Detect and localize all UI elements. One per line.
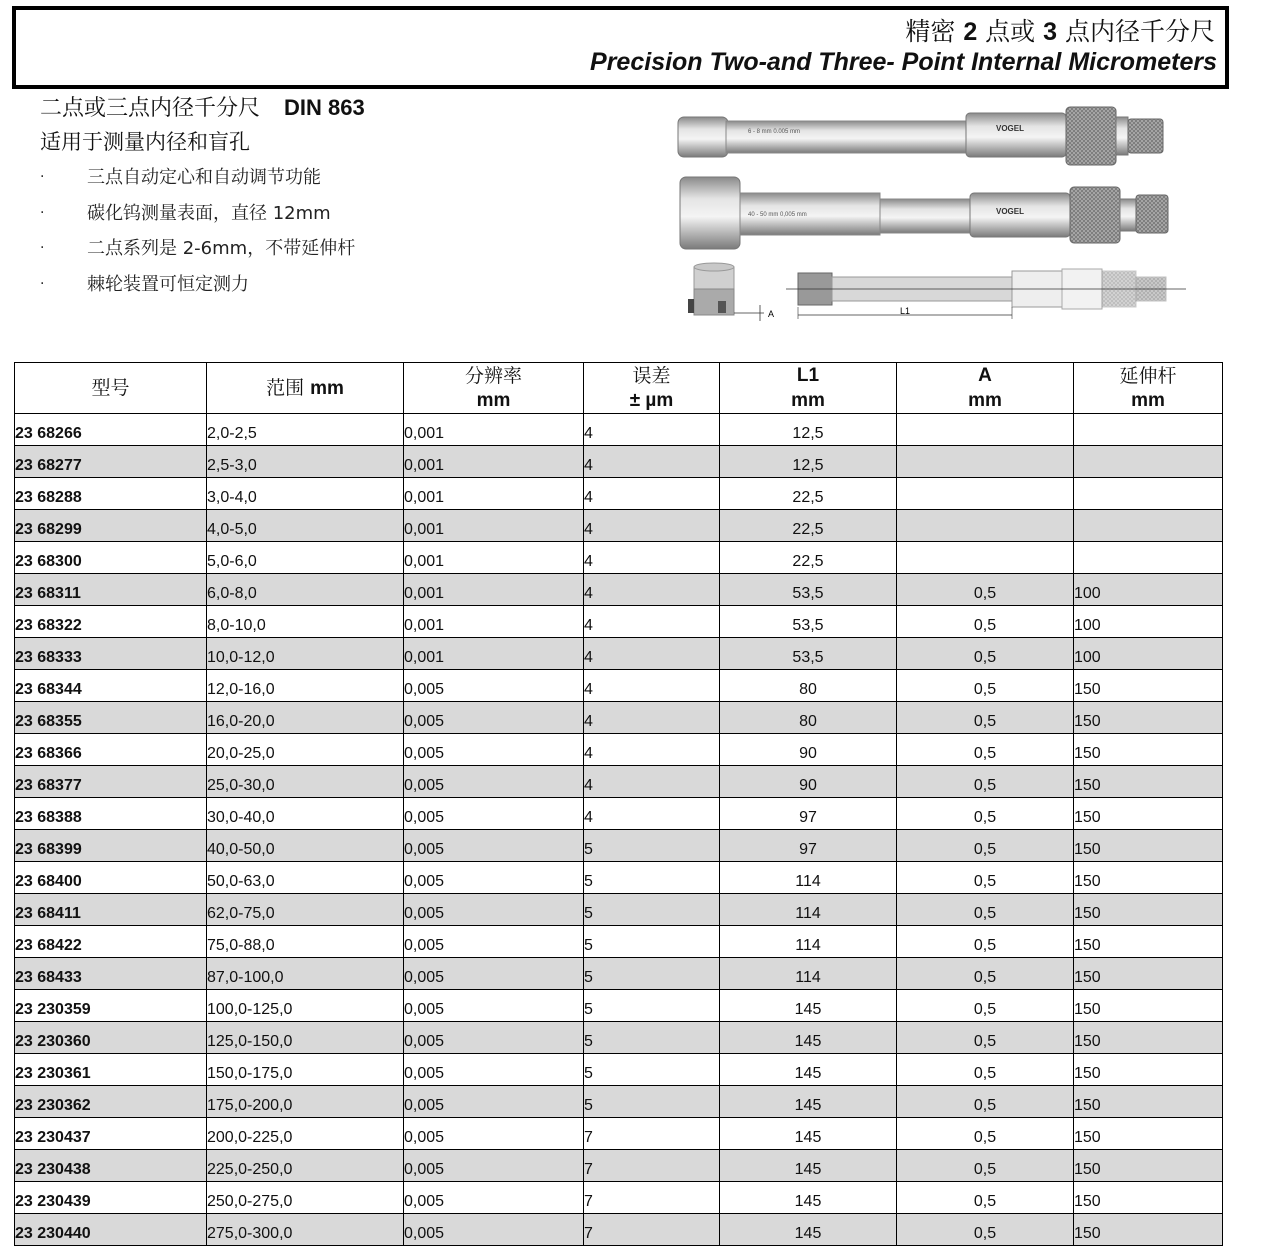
cell-range: 25,0-30,0 [207, 766, 404, 798]
table-row [15, 414, 1223, 446]
cell-extension [1074, 478, 1223, 510]
tool2-label: 40 - 50 mm 0,005 mm [748, 212, 807, 218]
cell-resolution: 0,001 [404, 606, 584, 638]
product-illustration [666, 95, 1206, 335]
cell-l1: 145 [720, 1054, 897, 1086]
cell-error: 5 [584, 894, 720, 926]
cell-resolution: 0,005 [404, 798, 584, 830]
cell-a: 0,5 [897, 990, 1074, 1022]
cell-extension: 150 [1074, 926, 1223, 958]
micrometer-small [678, 107, 1163, 165]
cell-extension: 100 [1074, 638, 1223, 670]
feature-list [40, 160, 365, 302]
feature-text: 三点自动定心和自动调节功能 [87, 167, 321, 188]
column-header-error [584, 363, 720, 414]
column-header-a [897, 363, 1074, 414]
title-cn-number: 3 [1043, 18, 1058, 46]
cell-model: 23 68266 [15, 414, 207, 446]
cell-model: 23 230437 [15, 1118, 207, 1150]
cell-error: 4 [584, 798, 720, 830]
cell-l1: 90 [720, 734, 897, 766]
cell-a: 0,5 [897, 734, 1074, 766]
cell-extension: 150 [1074, 958, 1223, 990]
cell-l1: 90 [720, 766, 897, 798]
table-row [15, 542, 1223, 574]
cell-l1: 114 [720, 862, 897, 894]
cell-error: 4 [584, 478, 720, 510]
column-header-l1 [720, 363, 897, 414]
cell-error: 7 [584, 1150, 720, 1182]
cell-model: 23 230361 [15, 1054, 207, 1086]
cell-error: 5 [584, 830, 720, 862]
cell-extension: 150 [1074, 1214, 1223, 1246]
cell-error: 4 [584, 414, 720, 446]
dimension-drawing [688, 263, 1186, 321]
column-header-primary: A [978, 365, 992, 386]
cell-extension: 150 [1074, 1150, 1223, 1182]
cell-resolution: 0,001 [404, 510, 584, 542]
table-row [15, 606, 1223, 638]
cell-error: 4 [584, 446, 720, 478]
feature-item [40, 267, 365, 303]
cell-range: 125,0-150,0 [207, 1022, 404, 1054]
cell-a [897, 414, 1074, 446]
cell-model: 23 68411 [15, 894, 207, 926]
cell-extension: 150 [1074, 1118, 1223, 1150]
cell-a: 0,5 [897, 670, 1074, 702]
cell-a: 0,5 [897, 862, 1074, 894]
cell-error: 5 [584, 1086, 720, 1118]
cell-resolution: 0,001 [404, 638, 584, 670]
feature-text: 二点系列是 2-6mm，不带延伸杆 [87, 238, 356, 259]
table-row [15, 862, 1223, 894]
cell-range: 20,0-25,0 [207, 734, 404, 766]
tool1-label: 6 - 8 mm 0.005 mm [748, 129, 801, 135]
table-row [15, 478, 1223, 510]
cell-resolution: 0,001 [404, 446, 584, 478]
column-header-unit: mm [1131, 389, 1165, 411]
cell-resolution: 0,005 [404, 734, 584, 766]
cell-model: 23 68277 [15, 446, 207, 478]
cell-model: 23 68322 [15, 606, 207, 638]
cell-a [897, 446, 1074, 478]
cell-range: 12,0-16,0 [207, 670, 404, 702]
dim-l1-label: L1 [900, 306, 911, 316]
table-row [15, 766, 1223, 798]
bullet-icon: · [40, 275, 45, 292]
cell-range: 75,0-88,0 [207, 926, 404, 958]
table-row [15, 574, 1223, 606]
cell-a: 0,5 [897, 1086, 1074, 1118]
cell-l1: 53,5 [720, 638, 897, 670]
cell-extension [1074, 414, 1223, 446]
cell-resolution: 0,005 [404, 766, 584, 798]
cell-model: 23 230359 [15, 990, 207, 1022]
cell-a: 0,5 [897, 1150, 1074, 1182]
cell-extension: 100 [1074, 574, 1223, 606]
cell-model: 23 68355 [15, 702, 207, 734]
title-english: Precision Two-and Three- Point Internal Micrometers [590, 48, 1217, 76]
cell-resolution: 0,005 [404, 894, 584, 926]
cell-range: 100,0-125,0 [207, 990, 404, 1022]
cell-extension: 150 [1074, 830, 1223, 862]
cell-a: 0,5 [897, 894, 1074, 926]
micrometer-large [680, 177, 1168, 249]
cell-resolution: 0,005 [404, 958, 584, 990]
column-header-primary: 误差 [632, 364, 671, 387]
cell-range: 2,0-2,5 [207, 414, 404, 446]
cell-error: 5 [584, 926, 720, 958]
cell-a: 0,5 [897, 1214, 1074, 1246]
column-header-primary: 分辨率 [464, 364, 522, 387]
cell-resolution: 0,005 [404, 830, 584, 862]
cell-resolution: 0,005 [404, 702, 584, 734]
cell-error: 5 [584, 862, 720, 894]
product-subheading: 适用于测量内径和盲孔 [40, 130, 250, 154]
title-chinese [905, 12, 1215, 48]
cell-resolution: 0,005 [404, 1022, 584, 1054]
cell-resolution: 0,005 [404, 670, 584, 702]
cell-resolution: 0,001 [404, 574, 584, 606]
cell-resolution: 0,005 [404, 1182, 584, 1214]
cell-a [897, 510, 1074, 542]
table-row [15, 702, 1223, 734]
table-row [15, 990, 1223, 1022]
table-row [15, 510, 1223, 542]
cell-error: 5 [584, 1054, 720, 1086]
cell-model: 23 68388 [15, 798, 207, 830]
cell-l1: 114 [720, 958, 897, 990]
cell-extension: 150 [1074, 1022, 1223, 1054]
cell-extension [1074, 510, 1223, 542]
cell-range: 50,0-63,0 [207, 862, 404, 894]
table-row [15, 894, 1223, 926]
cell-l1: 114 [720, 894, 897, 926]
cell-extension: 150 [1074, 862, 1223, 894]
bullet-icon: · [40, 240, 45, 256]
brand-logo: VOGEL [996, 124, 1025, 133]
title-banner [12, 6, 1229, 89]
table-row [15, 734, 1223, 766]
cell-a: 0,5 [897, 638, 1074, 670]
cell-a [897, 478, 1074, 510]
title-cn-part: 点或 [977, 17, 1044, 46]
cell-error: 7 [584, 1182, 720, 1214]
cell-extension [1074, 542, 1223, 574]
column-header-unit: mm [968, 390, 1002, 411]
cell-range: 150,0-175,0 [207, 1054, 404, 1086]
column-header-model [15, 363, 207, 414]
cell-resolution: 0,005 [404, 926, 584, 958]
feature-text: 碳化钨测量表面，直径 12mm [87, 202, 331, 224]
column-header-extension [1074, 363, 1223, 414]
cell-error: 5 [584, 990, 720, 1022]
cell-a: 0,5 [897, 1118, 1074, 1150]
cell-model: 23 68344 [15, 670, 207, 702]
cell-a: 0,5 [897, 766, 1074, 798]
cell-model: 23 68366 [15, 734, 207, 766]
table-row [15, 926, 1223, 958]
cell-l1: 145 [720, 1182, 897, 1214]
cell-range: 3,0-4,0 [207, 478, 404, 510]
cell-range: 30,0-40,0 [207, 798, 404, 830]
cell-model: 23 68333 [15, 638, 207, 670]
cell-model: 23 230360 [15, 1022, 207, 1054]
cell-model: 23 230438 [15, 1150, 207, 1182]
column-header-unit: mm [310, 377, 344, 399]
cell-a: 0,5 [897, 606, 1074, 638]
cell-resolution: 0,005 [404, 1054, 584, 1086]
table-row [15, 1118, 1223, 1150]
product-heading [40, 92, 365, 124]
cell-l1: 53,5 [720, 574, 897, 606]
cell-resolution: 0,005 [404, 1150, 584, 1182]
cell-a: 0,5 [897, 1182, 1074, 1214]
cell-a: 0,5 [897, 926, 1074, 958]
cell-model: 23 230362 [15, 1086, 207, 1118]
cell-resolution: 0,005 [404, 862, 584, 894]
cell-l1: 22,5 [720, 510, 897, 542]
cell-model: 23 68400 [15, 862, 207, 894]
cell-range: 5,0-6,0 [207, 542, 404, 574]
cell-a [897, 542, 1074, 574]
cell-extension: 150 [1074, 894, 1223, 926]
cell-l1: 80 [720, 702, 897, 734]
cell-extension: 150 [1074, 702, 1223, 734]
cell-model: 23 68311 [15, 574, 207, 606]
cell-error: 4 [584, 670, 720, 702]
cell-range: 40,0-50,0 [207, 830, 404, 862]
table-row [15, 798, 1223, 830]
cell-l1: 12,5 [720, 414, 897, 446]
cell-range: 4,0-5,0 [207, 510, 404, 542]
cell-error: 4 [584, 510, 720, 542]
cell-error: 7 [584, 1118, 720, 1150]
cell-l1: 145 [720, 990, 897, 1022]
column-header-resolution [404, 363, 584, 414]
cell-l1: 145 [720, 1022, 897, 1054]
feature-item [40, 196, 365, 232]
column-header-unit: ± µm [629, 389, 674, 411]
cell-l1: 114 [720, 926, 897, 958]
bullet-icon: · [40, 204, 45, 221]
cell-extension: 150 [1074, 798, 1223, 830]
cell-extension: 150 [1074, 1054, 1223, 1086]
cell-extension [1074, 446, 1223, 478]
cell-range: 87,0-100,0 [207, 958, 404, 990]
column-header-range [207, 363, 404, 414]
cell-l1: 22,5 [720, 542, 897, 574]
cell-error: 4 [584, 702, 720, 734]
cell-extension: 150 [1074, 1086, 1223, 1118]
cell-extension: 150 [1074, 766, 1223, 798]
cell-model: 23 68288 [15, 478, 207, 510]
cell-l1: 80 [720, 670, 897, 702]
product-heading-text: 二点或三点内径千分尺 [40, 96, 261, 121]
cell-range: 275,0-300,0 [207, 1214, 404, 1246]
column-header-primary: 范围 [266, 376, 311, 399]
product-intro [40, 92, 365, 302]
cell-error: 4 [584, 542, 720, 574]
table-row [15, 830, 1223, 862]
feature-item [40, 231, 365, 267]
cell-resolution: 0,005 [404, 1086, 584, 1118]
cell-extension: 100 [1074, 606, 1223, 638]
cell-l1: 145 [720, 1214, 897, 1246]
cell-error: 4 [584, 766, 720, 798]
bullet-icon: · [40, 169, 45, 185]
cell-resolution: 0,005 [404, 1118, 584, 1150]
table-body [15, 414, 1223, 1246]
cell-error: 5 [584, 1022, 720, 1054]
cell-l1: 53,5 [720, 606, 897, 638]
brand-logo: VOGEL [996, 207, 1025, 216]
cell-a: 0,5 [897, 574, 1074, 606]
cell-range: 2,5-3,0 [207, 446, 404, 478]
cell-range: 250,0-275,0 [207, 1182, 404, 1214]
cell-extension: 150 [1074, 670, 1223, 702]
cell-range: 8,0-10,0 [207, 606, 404, 638]
cell-a: 0,5 [897, 798, 1074, 830]
title-cn-number: 2 [963, 18, 978, 46]
cell-l1: 145 [720, 1118, 897, 1150]
cell-range: 6,0-8,0 [207, 574, 404, 606]
table-row [15, 1150, 1223, 1182]
spec-table [14, 362, 1223, 1246]
cell-model: 23 68399 [15, 830, 207, 862]
cell-error: 7 [584, 1214, 720, 1246]
cell-error: 4 [584, 574, 720, 606]
standard-label: DIN 863 [284, 95, 365, 120]
cell-range: 200,0-225,0 [207, 1118, 404, 1150]
table-row [15, 638, 1223, 670]
cell-l1: 22,5 [720, 478, 897, 510]
table-row [15, 1022, 1223, 1054]
cell-a: 0,5 [897, 958, 1074, 990]
cell-range: 225,0-250,0 [207, 1150, 404, 1182]
cell-l1: 12,5 [720, 446, 897, 478]
column-header-primary: 延伸杆 [1119, 364, 1177, 387]
table-row [15, 446, 1223, 478]
column-header-primary: L1 [796, 365, 820, 386]
cell-error: 4 [584, 638, 720, 670]
table-row [15, 958, 1223, 990]
cell-resolution: 0,005 [404, 990, 584, 1022]
cell-l1: 97 [720, 830, 897, 862]
table-header-row [15, 363, 1223, 414]
cell-model: 23 230440 [15, 1214, 207, 1246]
cell-model: 23 68433 [15, 958, 207, 990]
feature-text: 棘轮装置可恒定测力 [87, 273, 249, 295]
column-header-unit: mm [791, 390, 825, 411]
cell-range: 10,0-12,0 [207, 638, 404, 670]
column-header-primary: 型号 [91, 377, 130, 399]
cell-range: 62,0-75,0 [207, 894, 404, 926]
cell-a: 0,5 [897, 1054, 1074, 1086]
cell-l1: 145 [720, 1150, 897, 1182]
cell-extension: 150 [1074, 1182, 1223, 1214]
cell-a: 0,5 [897, 1022, 1074, 1054]
cell-error: 4 [584, 606, 720, 638]
cell-resolution: 0,001 [404, 542, 584, 574]
table-row [15, 1054, 1223, 1086]
cell-model: 23 230439 [15, 1182, 207, 1214]
cell-model: 23 68422 [15, 926, 207, 958]
cell-error: 4 [584, 734, 720, 766]
table-row [15, 670, 1223, 702]
cell-range: 175,0-200,0 [207, 1086, 404, 1118]
cell-extension: 150 [1074, 734, 1223, 766]
cell-model: 23 68377 [15, 766, 207, 798]
cell-l1: 97 [720, 798, 897, 830]
table-row [15, 1182, 1223, 1214]
title-cn-part: 精密 [905, 17, 964, 46]
title-cn-part: 点内径千分尺 [1057, 17, 1215, 46]
cell-l1: 145 [720, 1086, 897, 1118]
cell-resolution: 0,001 [404, 478, 584, 510]
cell-extension: 150 [1074, 990, 1223, 1022]
table-row [15, 1214, 1223, 1246]
cell-range: 16,0-20,0 [207, 702, 404, 734]
dim-a-label: A [768, 309, 775, 319]
table-row [15, 1086, 1223, 1118]
cell-model: 23 68300 [15, 542, 207, 574]
cell-resolution: 0,001 [404, 414, 584, 446]
cell-resolution: 0,005 [404, 1214, 584, 1246]
cell-a: 0,5 [897, 702, 1074, 734]
cell-model: 23 68299 [15, 510, 207, 542]
column-header-unit: mm [476, 389, 511, 411]
cell-a: 0,5 [897, 830, 1074, 862]
cell-error: 5 [584, 958, 720, 990]
feature-item [40, 160, 365, 196]
